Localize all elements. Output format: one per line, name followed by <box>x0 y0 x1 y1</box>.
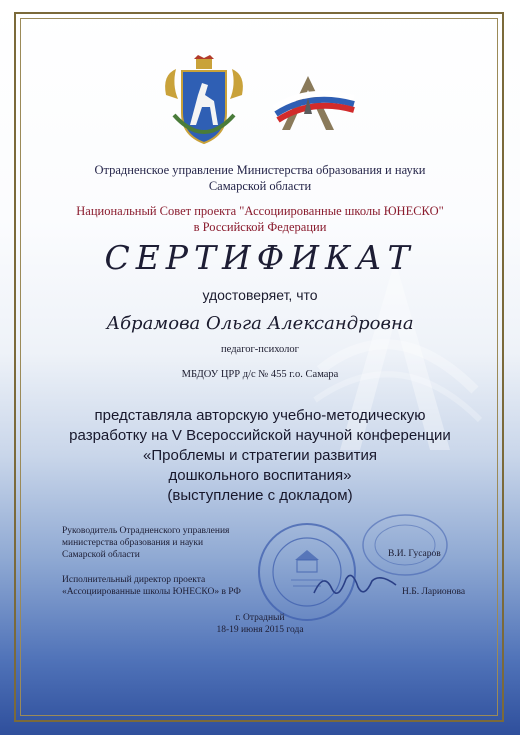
head-title-line-1: Руководитель Отрадненского управления <box>62 526 230 536</box>
project-line-2: в Российской Федерации <box>193 220 327 234</box>
footer-city: г. Отрадный <box>235 613 285 623</box>
body-line-2: разработку на V Всероссийской научной конференции <box>69 427 451 444</box>
head-title-line-3: Самарской области <box>62 550 140 560</box>
project-line-1: Национальный Совет проекта "Ассоциированные школы ЮНЕСКО" <box>76 204 444 218</box>
body-line-3: «Проблемы и стратегии развития <box>143 447 377 464</box>
director-title-line-2: «Ассоциированные школы ЮНЕСКО» в РФ <box>62 587 241 597</box>
recipient-institution: МБДОУ ЦРР д/с № 455 г.о. Самара <box>181 369 339 380</box>
org-line-2: Самарской области <box>208 179 312 193</box>
head-title-line-2: министерства образования и науки <box>62 538 204 548</box>
certificate-title: СЕРТИФИКАТ <box>104 238 416 277</box>
footer-dates: 18-19 июня 2015 года <box>216 625 304 635</box>
recipient-name: Абрамова Ольга Александровна <box>106 313 414 334</box>
org-line-1: Отрадненское управление Министерства образования и науки <box>94 163 426 177</box>
certifies-text: удостоверяет, что <box>202 287 318 303</box>
director-title-line-1: Исполнительный директор проекта <box>62 575 206 585</box>
body-line-1: представляла авторскую учебно-методическую <box>94 407 426 424</box>
director-name: Н.Б. Ларионова <box>402 587 466 597</box>
body-line-5: (выступление с докладом) <box>167 487 353 504</box>
samara-coat-of-arms-icon <box>158 55 250 147</box>
head-name: В.И. Гусаров <box>388 549 441 559</box>
recipient-position: педагог-психолог <box>221 344 299 355</box>
unesco-project-logo-icon <box>268 68 358 138</box>
body-line-4: дошкольного воспитания» <box>168 467 352 484</box>
signature-icon <box>310 565 400 605</box>
